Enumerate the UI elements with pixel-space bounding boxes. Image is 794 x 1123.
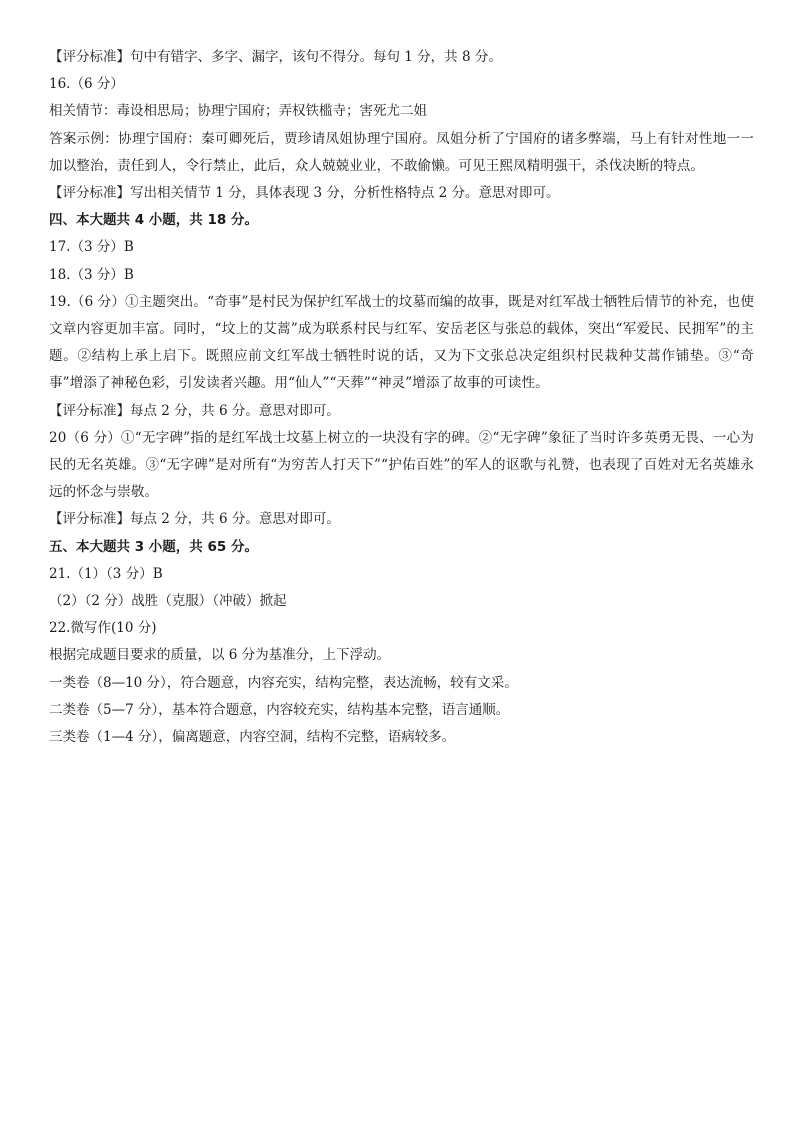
scoring-criteria-20: 【评分标准】每点 2 分，共 6 分。意思对即可。 [49, 511, 340, 528]
question-22-base-score: 根据完成题目要求的质量，以 6 分为基准分，上下浮动。 [49, 647, 391, 664]
section-5-heading: 五、本大题共 3 小题，共 65 分。 [49, 538, 258, 555]
scoring-criteria-15: 【评分标准】句中有错字、多字、漏字，该句不得分。每句 1 分，共 8 分。 [49, 49, 502, 65]
question-20-answer: 20（6 分）①“无字碑”指的是红军战士坟墓上树立的一块没有字的碑。②“无字碑”象征了当时许多英勇无畏、一心为民的无名英雄。③“无字碑”是对所有“为穷苦人打天下”“护佑百姓”的军人的讴歌与礼赞，也表现了百姓对无名英雄永远的怀念与崇敬。 [49, 429, 754, 501]
question-16-heading: 16.（6 分） [49, 76, 124, 93]
question-17-answer: 17.（3 分）B [49, 239, 134, 256]
grade-level-2: 二类卷（5—7 分），基本符合题意，内容较充实，结构基本完整，语言通顺。 [49, 701, 510, 718]
answer-key-page [49, 44, 754, 751]
question-18-answer: 18.（3 分）B [49, 266, 134, 283]
question-21-part-1: 21.（1）（3 分）B [49, 565, 163, 582]
question-16-plots: 相关情节：毒设相思局；协理宁国府；弄权铁槛寺；害死尤二姐 [49, 103, 427, 120]
question-19-answer: 19.（6 分）①主题突出。“奇事”是村民为保护红军战士的坟墓而编的故事，既是对红军战士牺牲后情节的补充，也使文章内容更加丰富。同时，“坟上的艾蒿”成为联系村民与红军、安岳老区与张总的载体，突出“军爱民、民拥军”的主题。②结构上承上启下。既照应前文红军战士牺牲时说的话，又为下文张总决定组织村民栽种艾蒿作铺垫。③“奇事”增添了神秘色彩，引发读者兴趣。用“仙人”“天葬”“神灵”增添了故事的可读性。 [49, 293, 754, 392]
grade-level-1: 一类卷（8—10 分），符合题意，内容充实，结构完整，表达流畅，较有文采。 [49, 674, 518, 691]
question-16-sample-answer: 答案示例：协理宁国府：秦可卿死后，贾珍请凤姐协理宁国府。凤姐分析了宁国府的诸多弊端，马上有针对性地一一加以整治，责任到人，令行禁止，此后，众人兢兢业业，不敢偷懒。可见王熙凤精明强干，杀伐决断的特点。 [49, 130, 754, 174]
question-21-part-2: （2）（2 分）战胜（克服）（冲破）掀起 [49, 593, 287, 610]
section-4-heading: 四、本大题共 4 小题，共 18 分。 [49, 212, 258, 229]
question-22-heading: 22.微写作(10 分) [49, 620, 157, 637]
scoring-criteria-16: 【评分标准】写出相关情节 1 分，具体表现 3 分，分析性格特点 2 分。意思对即可。 [49, 185, 560, 202]
grade-level-3: 三类卷（1—4 分），偏离题意，内容空洞，结构不完整，语病较多。 [49, 729, 456, 746]
scoring-criteria-19: 【评分标准】每点 2 分，共 6 分。意思对即可。 [49, 402, 340, 419]
